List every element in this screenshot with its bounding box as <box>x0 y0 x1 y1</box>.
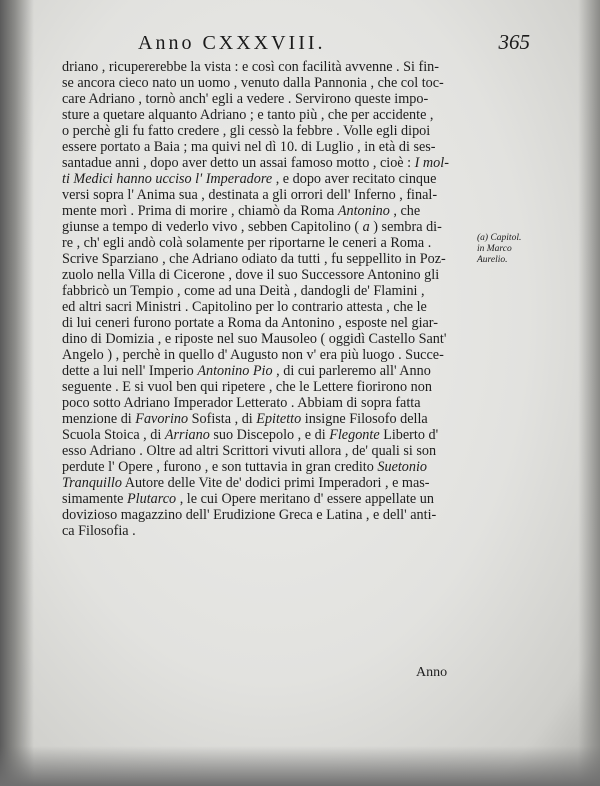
page-shadow-right <box>578 0 600 786</box>
text-run: seguente . E si vuol ben qui ripetere , che le Lettere fiorirono non <box>62 379 432 395</box>
text-run: menzione di <box>62 411 136 427</box>
body-text <box>62 59 474 539</box>
page-shadow-left <box>0 0 34 786</box>
margin-note-line: Aurelio. <box>477 255 508 265</box>
text-run: giunse a tempo di vederlo vivo , sebben Capitolino ( <box>62 219 363 235</box>
text-line <box>62 299 474 315</box>
text-run: ca Filosofia . <box>62 523 136 539</box>
text-line <box>62 59 474 75</box>
text-line <box>62 427 474 443</box>
text-run: se ancora cieco nato un uomo , venuto dalla Pannonia , che col toc- <box>62 75 444 91</box>
text-line <box>62 283 474 299</box>
text-line <box>62 395 474 411</box>
text-line <box>62 155 474 171</box>
text-line <box>62 187 474 203</box>
text-run: poco sotto Adriano Imperador Letterato . Abbiam di sopra fatta <box>62 395 421 411</box>
italic-run: Plutarco <box>127 491 177 507</box>
text-run: ed altri sacri Ministri . Capitolino per lo contrario attesta , che le <box>62 299 427 315</box>
text-run: insigne Filosofo della <box>301 411 428 427</box>
text-run: re , ch' egli andò colà solamente per riportarne le ceneri a Roma . <box>62 235 432 251</box>
text-run: perdute l' Opere , furono , e son tuttavia in gran credito <box>62 459 378 475</box>
text-run: dette a lui nell' Imperio <box>62 363 198 379</box>
text-line <box>62 363 474 379</box>
text-run: simamente <box>62 491 128 507</box>
page-shadow-bottom <box>0 746 600 786</box>
text-line <box>62 107 474 123</box>
italic-run: Tranquillo <box>62 475 122 491</box>
text-run: sture a quetare alquanto Adriano ; e tanto più , che per accidente , <box>62 107 434 123</box>
text-line <box>62 347 474 363</box>
text-run: fabbricò un Tempio , come ad una Deità , dandogli de' Flamini , <box>62 283 425 299</box>
page-number: 365 <box>498 30 530 54</box>
text-run: , di cui parleremo all' Anno <box>272 363 431 379</box>
text-line <box>62 139 474 155</box>
text-line <box>62 203 474 219</box>
text-run: zuolo nella Villa di Cicerone , dove il suo Successore Antonino gli <box>62 267 440 283</box>
text-line <box>62 507 474 523</box>
text-run: di lui ceneri furono portate a Roma da Antonino , esposte nel giar- <box>62 315 438 331</box>
text-run: ) sembra di- <box>369 219 442 235</box>
text-run: care Adriano , tornò anch' egli a vedere . Servirono queste impo- <box>62 91 429 107</box>
italic-run: Suetonio <box>377 459 428 475</box>
margin-note-line: in Marco <box>477 244 512 254</box>
text-run: dovizioso magazzino dell' Erudizione Greca e Latina , e dell' anti- <box>62 507 437 523</box>
text-line <box>62 75 474 91</box>
italic-run: I mol- <box>414 155 449 171</box>
text-run: essere portato a Baia ; ma quivi nel dì 10. di Luglio , in età di ses- <box>62 139 436 155</box>
text-line <box>62 219 474 235</box>
italic-run: Flegonte <box>329 427 380 443</box>
text-line <box>62 443 474 459</box>
catchword: Anno <box>416 665 448 680</box>
text-line <box>62 475 474 491</box>
text-run: Angelo ) , perchè in quello d' Augusto non v' era più luogo . Succe- <box>62 347 444 363</box>
text-line <box>62 235 474 251</box>
text-line <box>62 123 474 139</box>
text-run: Sofista , di <box>188 411 257 427</box>
text-line <box>62 411 474 427</box>
text-line <box>62 379 474 395</box>
text-line <box>62 459 474 475</box>
text-run: mente morì . Prima di morire , chiamò da Roma <box>62 203 338 219</box>
italic-run: Epitetto <box>256 411 302 427</box>
text-line <box>62 315 474 331</box>
margin-note <box>477 233 557 266</box>
italic-run: a <box>362 219 370 235</box>
italic-run: Favorino <box>135 411 189 427</box>
text-run: , e dopo aver recitato cinque <box>272 171 437 187</box>
text-line <box>62 267 474 283</box>
running-title: Anno CXXXVIII. <box>138 32 326 54</box>
text-line <box>62 523 474 539</box>
text-run: Autore delle Vite de' dodici primi Imperadori , e mas- <box>121 475 430 491</box>
text-run: dino di Domizia , e riposte nel suo Mausoleo ( oggidì Castello Sant' <box>62 331 447 347</box>
text-run: versi sopra l' Anima sua , destinata a gli orrori dell' Inferno , final- <box>62 187 438 203</box>
margin-note-line: (a) Capitol. <box>477 233 522 243</box>
text-run: driano , ricupererebbe la vista : e così con facilità avvenne . Si fin- <box>62 59 440 75</box>
text-line <box>62 91 474 107</box>
text-run: Scrive Sparziano , che Adriano odiato da tutti , fu seppellito in Poz- <box>62 251 446 267</box>
text-line <box>62 491 474 507</box>
italic-run: ti Medici hanno ucciso l' Imperadore <box>62 171 273 187</box>
text-run: santadue anni , dopo aver detto un assai famoso motto , cioè : <box>62 155 415 171</box>
text-run: Liberto d' <box>379 427 439 443</box>
text-run: Scuola Stoica , di <box>62 427 165 443</box>
text-line <box>62 251 474 267</box>
text-run: , che <box>389 203 421 219</box>
text-run: suo Discepolo , e di <box>209 427 330 443</box>
text-run: esso Adriano . Oltre ad altri Scrittori vivuti allora , de' quali si son <box>62 443 437 459</box>
text-line <box>62 171 474 187</box>
italic-run: Antonino <box>337 203 390 219</box>
text-run: o perchè gli fu fatto credere , gli cessò la febbre . Volle egli dipoi <box>62 123 431 139</box>
text-run: , le cui Opere meritano d' essere appellate un <box>176 491 434 507</box>
page-header <box>100 32 530 54</box>
italic-run: Arriano <box>164 427 210 443</box>
italic-run: Antonino Pio <box>197 363 273 379</box>
text-line <box>62 331 474 347</box>
